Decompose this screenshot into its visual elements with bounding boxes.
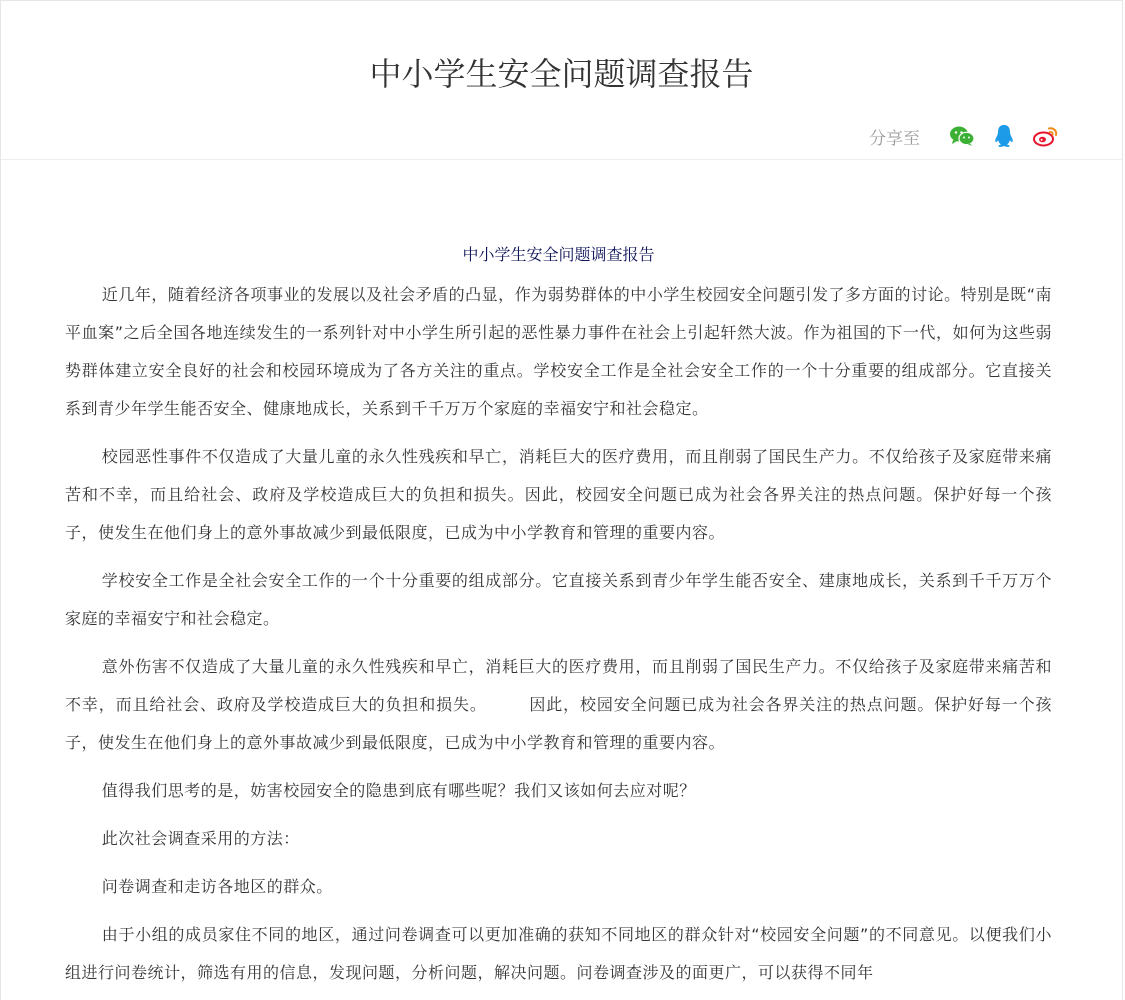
share-wechat-button[interactable] xyxy=(948,122,976,150)
weibo-icon xyxy=(1033,125,1059,147)
qq-icon xyxy=(994,124,1014,148)
share-weibo-button[interactable] xyxy=(1032,122,1060,150)
wechat-icon xyxy=(949,125,975,147)
article-paragraph: 由于小组的成员家住不同的地区，通过问卷调查可以更加准确的获知不同地区的群众针对“校园安全问题”的不同意见。以便我们小组进行问卷统计，筛选有用的信息，发现问题，分析问题，解决问题。问卷调查涉及的面更广，可以获得不同年 xyxy=(65,925,1052,982)
page-title: 中小学生安全问题调查报告 xyxy=(369,55,754,93)
article-paragraph: 值得我们思考的是，妨害校园安全的隐患到底有哪些呢？我们又该如何去应对呢？ xyxy=(101,781,696,800)
article-paragraph: 近几年，随着经济各项事业的发展以及社会矛盾的凸显，作为弱势群体的中小学生校园安全问题引发了多方面的讨论。特别是既“南平血案”之后全国各地连续发生的一系列针对中小学生所引起的恶性暴力事件在社会上引起轩然大波。作为祖国的下一代，如何为这些弱势群体建立安全良好的社会和校园环境成为了各方关注的重点。学校安全工作是全社会安全工作的一个十分重要的组成部分。它直接关系到青少年学生能否安全、健康地成长，关系到千千万万个家庭的幸福安宁和社会稳定。 xyxy=(65,285,1052,418)
page-header xyxy=(1,1,1122,160)
share-qq-button[interactable] xyxy=(990,122,1018,150)
article-paragraph: 意外伤害不仅造成了大量儿童的永久性残疾和早亡，消耗巨大的医疗费用，而且削弱了国民生产力。不仅给孩子及家庭带来痛苦和不幸，而且给社会、政府及学校造成巨大的负担和损失。 因此，校园安全问题已成为社会各界关注的热点问题。保护好每一个孩子，使发生在他们身上的意外事故减少到最低限度，已成为中小学教育和管理的重要内容。 xyxy=(65,657,1052,752)
share-label: 分享至 xyxy=(869,128,920,149)
article-paragraph: 问卷调查和走访各地区的群众。 xyxy=(101,877,333,896)
article-paragraph: 学校安全工作是全社会安全工作的一个十分重要的组成部分。它直接关系到青少年学生能否安全、建康地成长，关系到千千万万个家庭的幸福安宁和社会稳定。 xyxy=(65,571,1052,628)
article-paragraph: 此次社会调查采用的方法： xyxy=(101,829,300,848)
article-content xyxy=(1,160,1122,992)
article-paragraph: 校园恶性事件不仅造成了大量儿童的永久性残疾和早亡，消耗巨大的医疗费用，而且削弱了国民生产力。不仅给孩子及家庭带来痛苦和不幸，而且给社会、政府及学校造成巨大的负担和损失。因此，校园安全问题已成为社会各界关注的热点问题。保护好每一个孩子，使发生在他们身上的意外事故减少到最低限度，已成为中小学教育和管理的重要内容。 xyxy=(65,447,1052,542)
share-bar xyxy=(869,121,1060,151)
article-title: 中小学生安全问题调查报告 xyxy=(462,245,655,264)
